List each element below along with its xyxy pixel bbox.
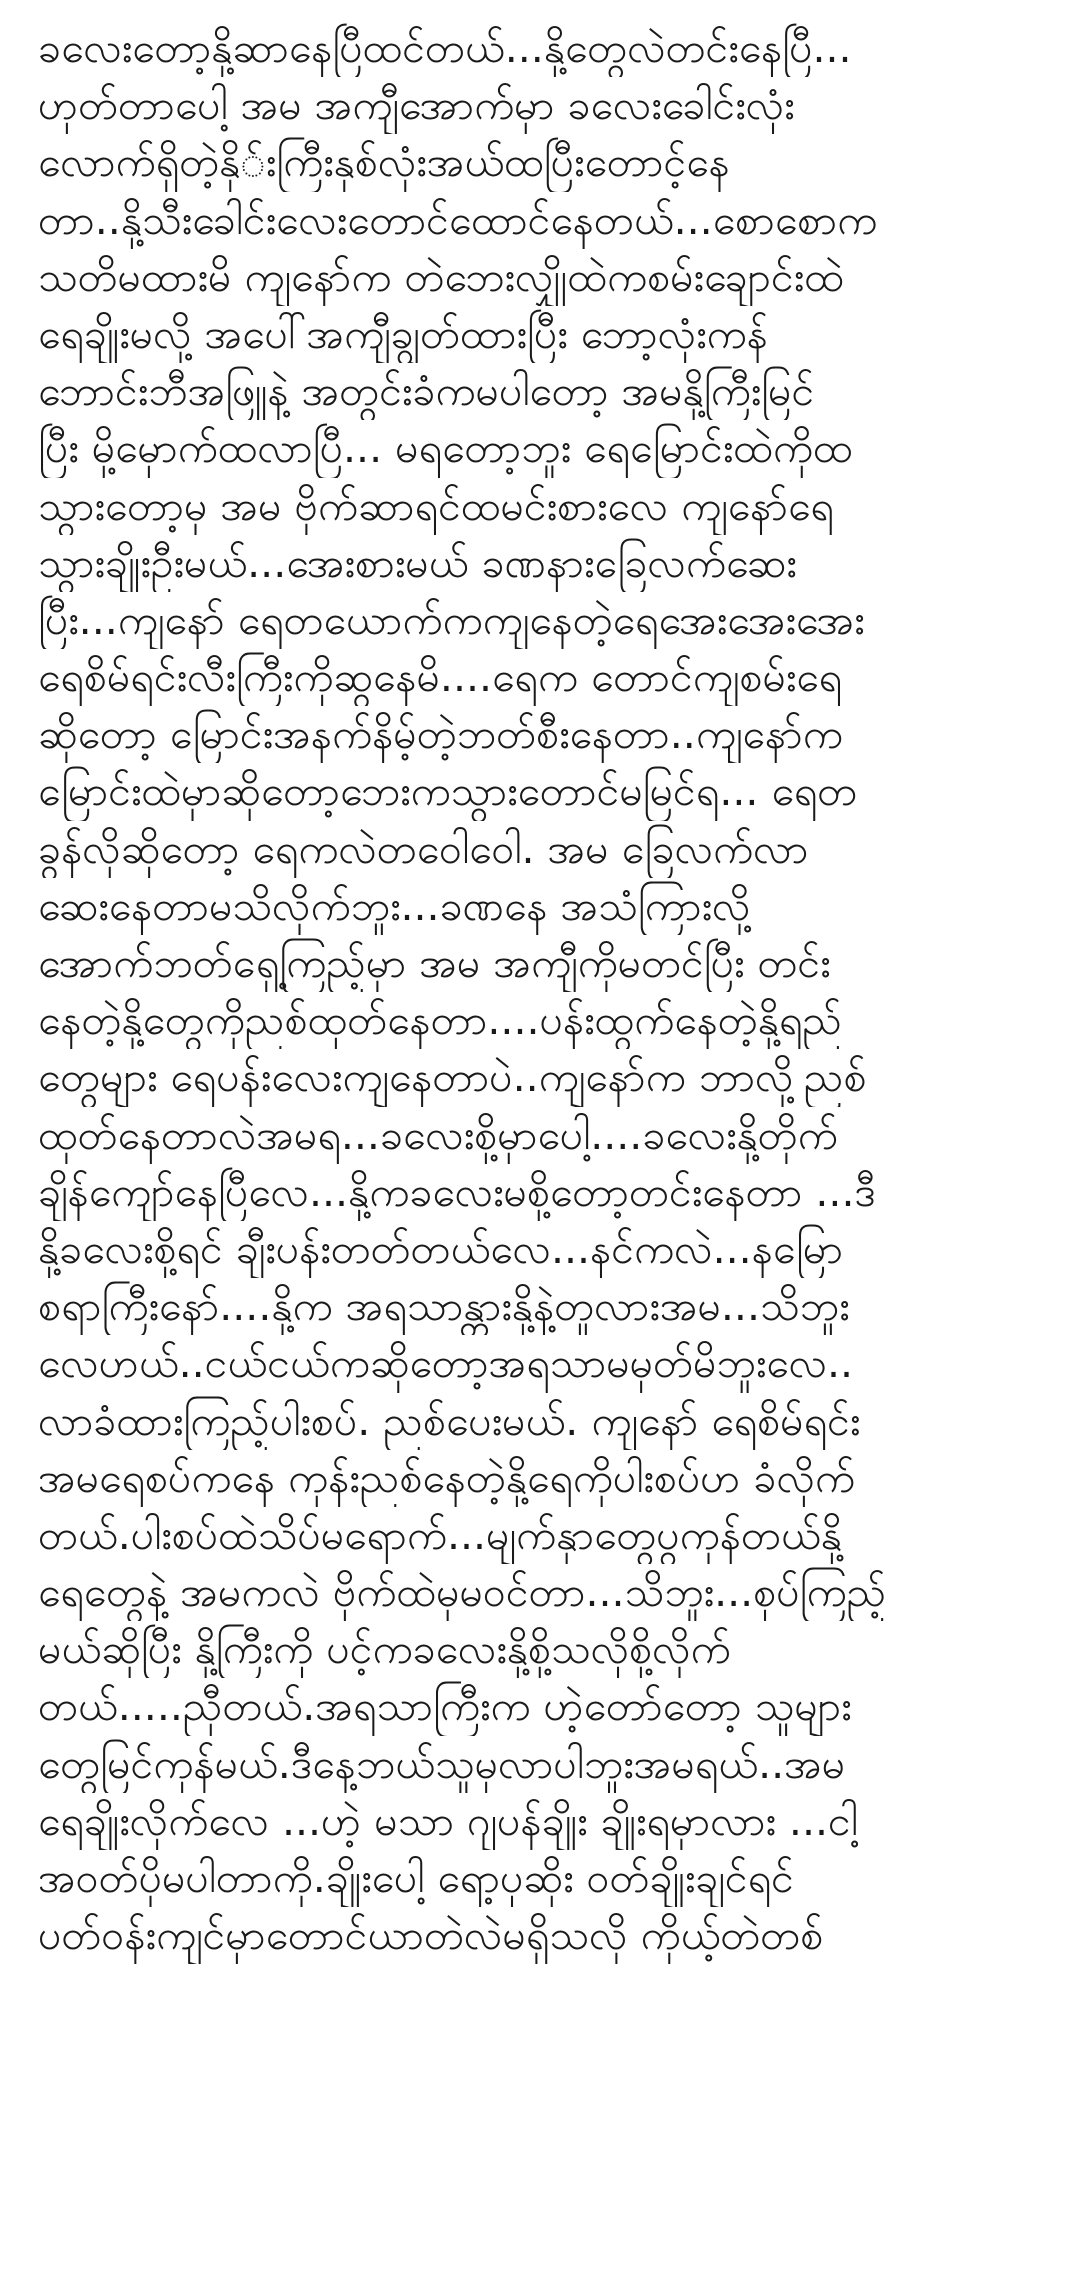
story-line: တယ်.....ညှီတယ်.အရသာကြီးက ဟဲ့တော်တော့ သူများ [38,1682,852,1731]
story-line: အမရေစပ်ကနေ ကုန်းညစ်နေတဲ့နို့ရေကိုပါးစပ်ဟ ခံလိုက် [38,1453,855,1502]
story-line: စရာကြီးနော်....နို့က အရသာန္တားနို့နဲ့တူလားအမ...သိဘူး [38,1282,850,1331]
story-line: ရေတွေနဲ့ အမကလဲ ဗိုက်ထဲမှမဝင်တာ...သိဘူး...စုပ်ကြည့် [38,1568,887,1617]
story-line: ထုတ်နေတာလဲအမရ...ခလေးစို့မှာပေါ့....ခလေးနို့တိုက် [38,1110,838,1159]
story-line: သတိမထားမိ ကျနော်က တဲဘေးလျှိုထဲကစမ်းချောင်းထဲ [38,252,844,301]
story-line: ပြီး မို့မှောက်ထလာပြီ... မရတော့ဘူး ရေမြောင်းထဲကိုထ [38,424,853,473]
story-line: ပတ်ဝန်းကျင်မှာတောင်ယာတဲလဲမရှိသလို ကိုယ့်တဲတစ် [38,1911,824,1960]
cut-off-text-fragment [980,0,1040,2]
story-line: တွေများ ရေပန်းလေးကျနေတာပဲ..ကျနော်က ဘာလို့ညစ် [38,1053,867,1102]
story-line: ရေစိမ်ရင်းလီးကြီးကိုဆွနေမိ....ရေက တောင်ကျစမ်းရေ [38,653,843,702]
story-line: ပြီး...ကျနော် ရေတယောက်ကကျနေတဲ့ရေအေးအေးအေး [38,595,865,644]
story-text-block [38,20,1048,1964]
story-line: ဆိုတော့ မြောင်းအနက်နိမ့်တဲ့ဘတ်စီးနေတာ..ကျနော်က [38,710,843,759]
story-line: အဝတ်ပိုမပါတာကို.ချိုးပေါ့ ရော့ပုဆိုး ဝတ်ချိုးချင်ရင် [38,1854,794,1902]
story-line: တယ်.ပါးစပ်ထဲသိပ်မရောက်...မျက်နှာတွေပွကုန်တယ်နို့ [38,1510,842,1559]
story-line: ရေချိုးမလို့ အပေါ်အကျီချွတ်ထားပြီး ဘော့လုံးကန် [38,309,768,358]
story-line: လေဟယ်..ငယ်ငယ်ကဆိုတော့အရသာမမှတ်မိဘူးလေ.. [38,1339,854,1388]
story-line: လာခံထားကြည့်ပါးစပ်. ညစ်ပေးမယ်. ကျနော် ရေစိမ်ရင်း [38,1396,861,1445]
story-line: ဘောင်းဘီအဖြူနဲ့ အတွင်းခံကမပါတော့ အမနို့ကြီးမြင် [38,367,815,416]
story-line: နို့ခလေးစို့ရင် ချီးပန်းတတ်တယ်လေ...နင်ကလဲ...နမြော [38,1224,844,1273]
story-line: သွားချိုးဦးမယ်...အေးစားမယ် ခဏနားခြေလက်ဆေး [38,538,797,587]
story-line: ဟုတ်တာပေါ့ အမ အကျီအောက်မှာ ခလေးခေါင်းလုံး [38,81,795,130]
story-line: ဆေးနေတာမသိလိုက်ဘူး...ခဏနေ အသံကြားလို့ [38,881,751,930]
story-line: နေတဲ့နို့တွေကိုညစ်ထုတ်နေတာ....ပန်းထွက်နေတဲ့နို့ရည် [38,996,843,1045]
story-line: သွားတော့မှ အမ ဗိုက်ဆာရင်ထမင်းစားလေ ကျနော်ရေ [38,481,834,530]
story-line: လောက်ရှိတဲ့နို်းကြီးနှစ်လုံးအယ်ထပြီးတောင့်နေ [38,138,730,187]
story-line: ခလေးတော့နို့ဆာနေပြီထင်တယ်...နို့တွေလဲတင်းနေပြီ... [38,24,852,72]
story-line: မယ်ဆိုပြီး နို့ကြီးကို ပင့်ကခလေးနို့စို့သလိုစို့လိုက် [38,1625,731,1674]
story-line: ရေချိုးလိုက်လေ ...ဟဲ့ မသာ ဂျပန်ချိုး ချိုးရမှာလား ...ငါ့ [38,1796,858,1845]
story-line: ချိန်ကျော်နေပြီလေ...နို့ကခလေးမစို့တော့တင်းနေတာ ...ဒီ [38,1167,876,1216]
story-line: ခွန်လိုဆိုတော့ ရေကလဲတဝေါဝေါ. အမ ခြေလက်လာ [38,824,809,873]
story-line: တာ..နို့သီးခေါင်းလေးတောင်ထောင်နေတယ်...စောစောက [38,195,878,244]
story-line: တွေမြင်ကုန်မယ်.ဒီနေ့ဘယ်သူမှလာပါဘူးအမရယ်..အမ [38,1739,846,1788]
story-line: မြောင်းထဲမှာဆိုတော့ဘေးကသွားတောင်မမြင်ရ... ရေတ [38,767,858,816]
story-line: အောက်ဘတ်ရှေ့ကြည့်မှာ အမ အကျီကိုမတင်ပြီး တင်း [38,939,831,987]
